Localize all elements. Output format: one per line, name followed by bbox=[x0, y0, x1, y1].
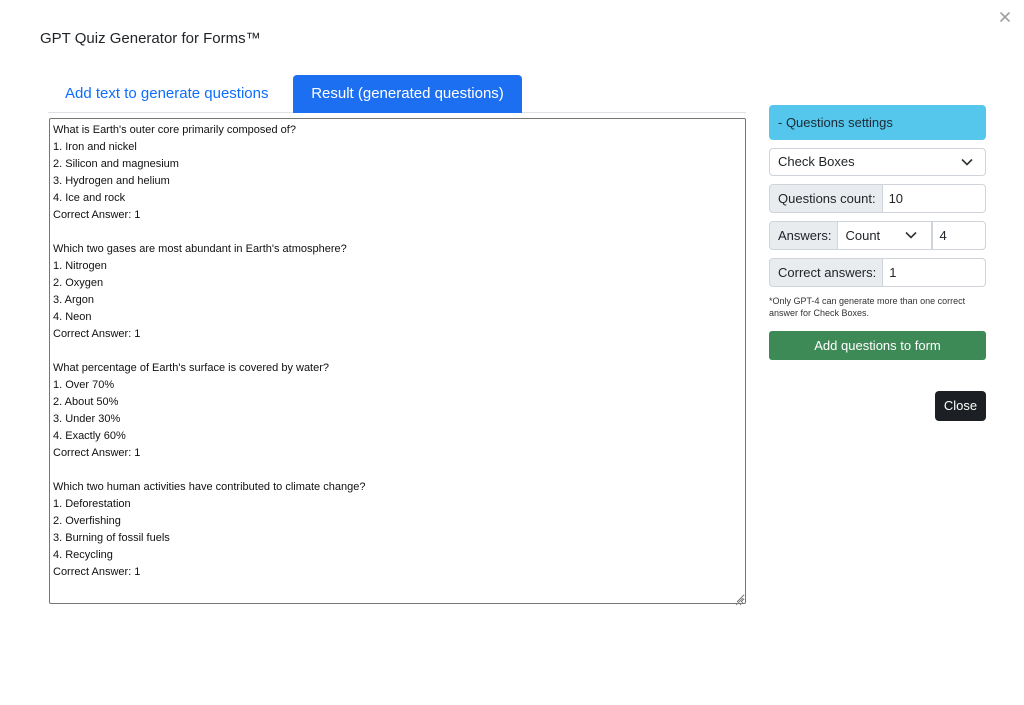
result-line: 3. Burning of fossil fuels bbox=[53, 532, 170, 544]
correct-answers-group bbox=[769, 258, 986, 287]
correct-answers-input[interactable]: 1 bbox=[883, 258, 986, 287]
result-line: 4. Recycling bbox=[53, 549, 113, 561]
answers-count-input[interactable]: 4 bbox=[932, 221, 986, 250]
result-line: 3. Under 30% bbox=[53, 413, 121, 425]
result-line: 4. Exactly 60% bbox=[53, 430, 126, 442]
question-type-value: Check Boxes bbox=[778, 154, 855, 169]
tab-bar bbox=[48, 75, 746, 113]
result-line: Correct Answer: 1 bbox=[53, 447, 141, 459]
correct-answers-label: Correct answers: bbox=[769, 258, 883, 287]
result-line bbox=[53, 224, 742, 241]
result-line: 1. Iron and nickel bbox=[53, 141, 137, 153]
result-line: 4. Neon bbox=[53, 311, 92, 323]
result-line: 2. About 50% bbox=[53, 396, 119, 408]
questions-settings-toggle[interactable]: - Questions settings bbox=[769, 105, 986, 140]
tab-add-text[interactable]: Add text to generate questions bbox=[65, 85, 269, 102]
answers-label: Answers: bbox=[769, 221, 838, 250]
result-line: 4. Ice and rock bbox=[53, 192, 126, 204]
result-line bbox=[53, 462, 742, 479]
chevron-down-icon bbox=[961, 158, 973, 166]
add-questions-button[interactable]: Add questions to form bbox=[769, 331, 986, 360]
result-line: Which two human activities have contributed to climate change? bbox=[53, 481, 366, 493]
result-line: What percentage of Earth's surface is covered by water? bbox=[53, 362, 330, 374]
result-line: 1. Deforestation bbox=[53, 498, 131, 510]
answers-group bbox=[769, 221, 986, 250]
gpt4-note: *Only GPT-4 can generate more than one correct answer for Check Boxes. bbox=[769, 296, 966, 318]
questions-count-label: Questions count: bbox=[769, 184, 883, 213]
tab-result[interactable]: Result (generated questions) bbox=[293, 75, 522, 113]
questions-count-input[interactable]: 10 bbox=[883, 184, 986, 213]
result-line: Correct Answer: 1 bbox=[53, 328, 141, 340]
answers-mode-select[interactable] bbox=[838, 221, 932, 250]
result-line: 1. Nitrogen bbox=[53, 260, 107, 272]
result-line bbox=[53, 343, 742, 360]
result-line: 3. Argon bbox=[53, 294, 94, 306]
result-line: Which two gases are most abundant in Earth's atmosphere? bbox=[53, 243, 347, 255]
question-type-select[interactable] bbox=[769, 148, 986, 176]
dialog-title: GPT Quiz Generator for Forms™ bbox=[40, 30, 261, 47]
result-line: What is Earth's outer core primarily composed of? bbox=[53, 124, 296, 136]
resize-grip-icon[interactable] bbox=[735, 593, 744, 602]
close-button[interactable]: Close bbox=[935, 391, 986, 421]
result-line: Correct Answer: 1 bbox=[53, 566, 141, 578]
chevron-down-icon bbox=[905, 231, 917, 239]
result-line: 3. Hydrogen and helium bbox=[53, 175, 170, 187]
generated-questions-textarea[interactable] bbox=[49, 118, 746, 604]
result-line: 2. Oxygen bbox=[53, 277, 104, 289]
result-line: 1. Over 70% bbox=[53, 379, 115, 391]
close-icon[interactable] bbox=[996, 8, 1014, 26]
result-line: 2. Silicon and magnesium bbox=[53, 158, 179, 170]
result-line: Correct Answer: 1 bbox=[53, 209, 141, 221]
result-line: 2. Overfishing bbox=[53, 515, 121, 527]
questions-count-group bbox=[769, 184, 986, 213]
answers-mode-value: Count bbox=[845, 228, 881, 243]
